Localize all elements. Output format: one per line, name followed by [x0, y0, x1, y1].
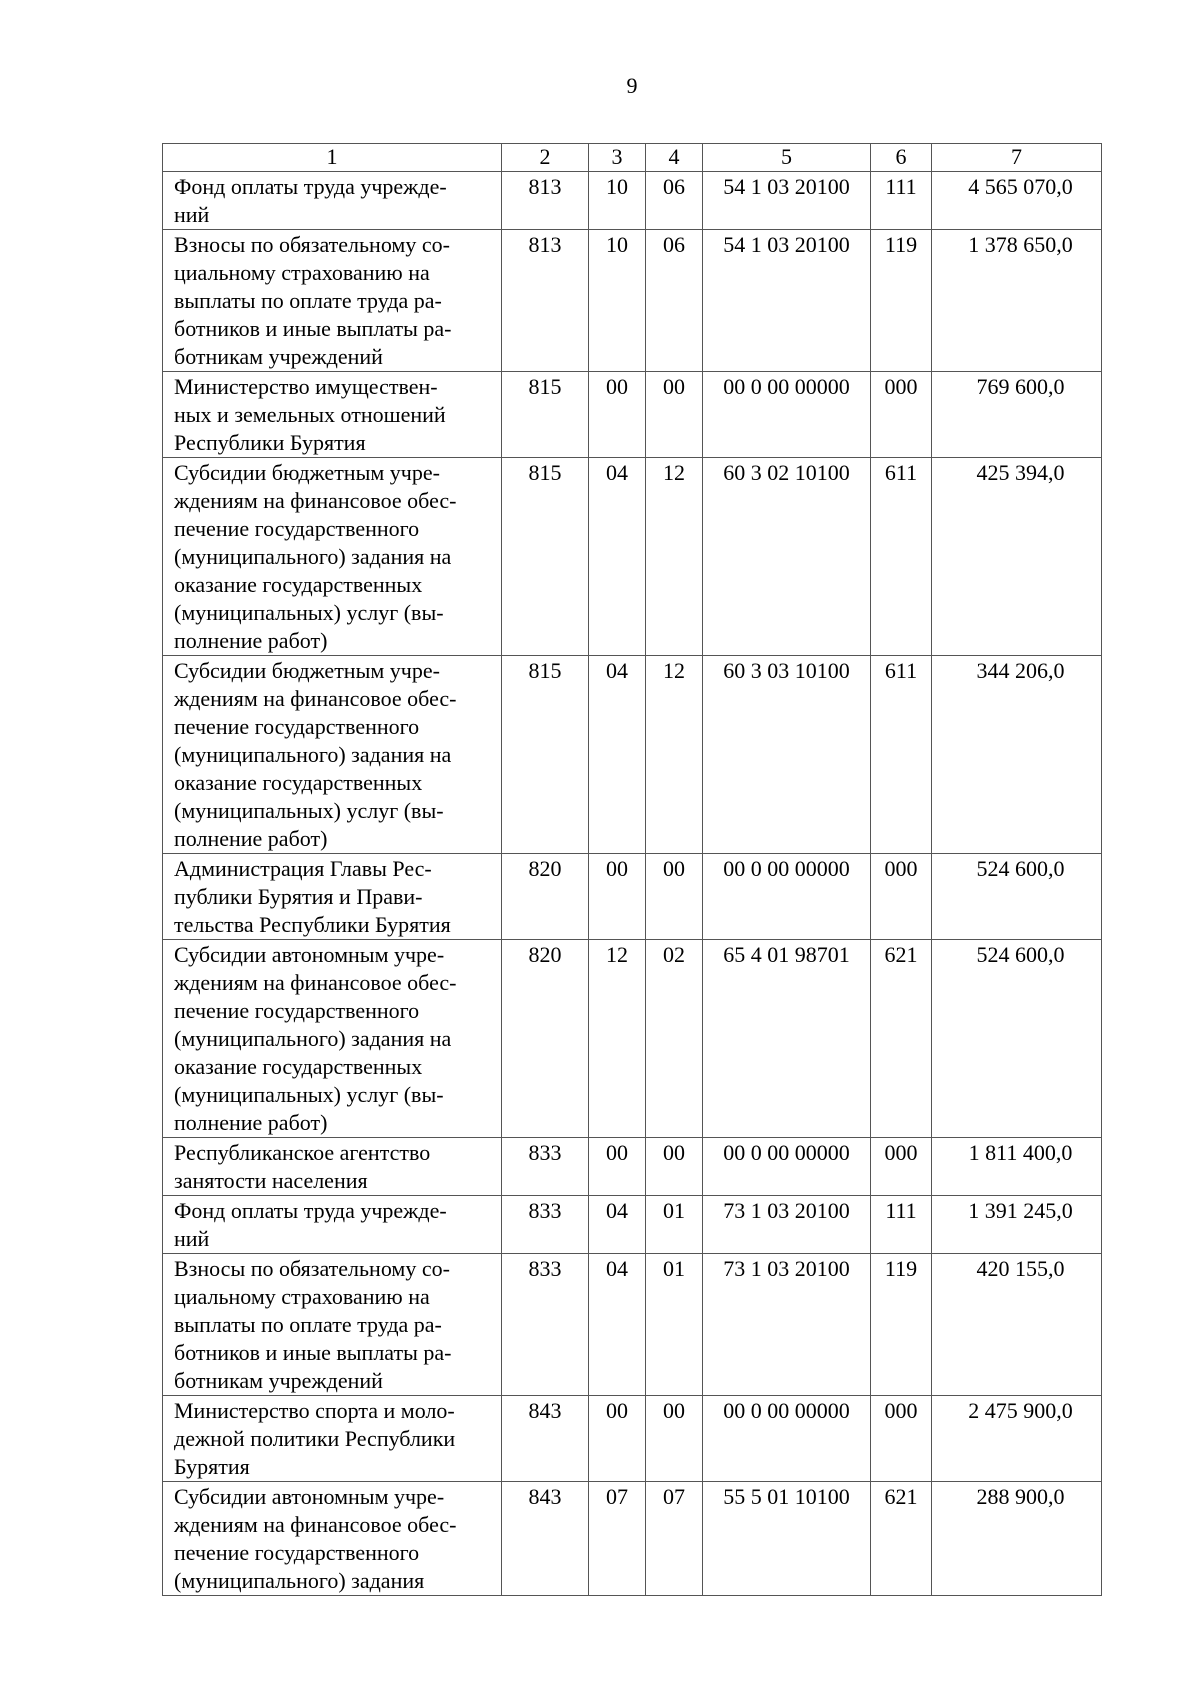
row-name-text: Администрация Главы Рес- публики Бурятия и Прави- тельства Республики Бурятия — [174, 856, 451, 937]
row-subsection-cell: 12 — [646, 656, 703, 854]
row-expense-type-cell: 000 — [871, 1138, 932, 1196]
row-name-cell — [163, 940, 502, 1138]
row-subsection-cell: 07 — [646, 1482, 703, 1596]
row-name-text: Субсидии автономным учре- ждениям на финансовое обес- печение государственного (муниципального) задания на оказание государственных (муниципальных) услуг (вы- полнение работ) — [174, 942, 457, 1135]
row-section-cell: 10 — [589, 230, 646, 372]
row-section-cell: 00 — [589, 372, 646, 458]
row-admin-code-cell: 833 — [502, 1196, 589, 1254]
row-admin-code-cell: 813 — [502, 172, 589, 230]
row-expense-type-cell: 119 — [871, 230, 932, 372]
table-row — [163, 172, 1102, 230]
row-subsection-cell: 00 — [646, 1396, 703, 1482]
row-subsection-cell: 12 — [646, 458, 703, 656]
row-subsection-cell: 02 — [646, 940, 703, 1138]
row-name-cell — [163, 1396, 502, 1482]
row-name-cell — [163, 1254, 502, 1396]
row-name-text: Субсидии автономным учре- ждениям на финансовое обес- печение государственного (муниципального) задания — [174, 1484, 457, 1593]
table-row — [163, 1138, 1102, 1196]
row-target-article-cell: 60 3 03 10100 — [703, 656, 871, 854]
row-name-cell — [163, 372, 502, 458]
row-target-article-cell: 55 5 01 10100 — [703, 1482, 871, 1596]
table-row — [163, 1196, 1102, 1254]
header-col-7: 7 — [932, 144, 1102, 172]
row-target-article-cell: 60 3 02 10100 — [703, 458, 871, 656]
row-expense-type-cell: 111 — [871, 1196, 932, 1254]
row-section-cell: 00 — [589, 1396, 646, 1482]
row-section-cell: 10 — [589, 172, 646, 230]
row-subsection-cell: 01 — [646, 1196, 703, 1254]
table-row — [163, 1482, 1102, 1596]
row-admin-code-cell: 813 — [502, 230, 589, 372]
row-expense-type-cell: 621 — [871, 940, 932, 1138]
row-name-cell — [163, 230, 502, 372]
row-expense-type-cell: 111 — [871, 172, 932, 230]
row-admin-code-cell: 815 — [502, 458, 589, 656]
row-subsection-cell: 06 — [646, 172, 703, 230]
row-target-article-cell: 00 0 00 00000 — [703, 1138, 871, 1196]
table-row — [163, 1254, 1102, 1396]
row-target-article-cell: 00 0 00 00000 — [703, 1396, 871, 1482]
row-section-cell: 04 — [589, 656, 646, 854]
row-target-article-cell: 54 1 03 20100 — [703, 172, 871, 230]
row-target-article-cell: 73 1 03 20100 — [703, 1196, 871, 1254]
row-expense-type-cell: 000 — [871, 854, 932, 940]
row-name-cell — [163, 458, 502, 656]
row-admin-code-cell: 815 — [502, 372, 589, 458]
row-subsection-cell: 01 — [646, 1254, 703, 1396]
row-target-article-cell: 54 1 03 20100 — [703, 230, 871, 372]
row-target-article-cell: 73 1 03 20100 — [703, 1254, 871, 1396]
row-subsection-cell: 06 — [646, 230, 703, 372]
table-row — [163, 230, 1102, 372]
row-section-cell: 04 — [589, 458, 646, 656]
row-name-cell — [163, 656, 502, 854]
row-amount-cell: 425 394,0 — [932, 458, 1102, 656]
row-expense-type-cell: 119 — [871, 1254, 932, 1396]
row-amount-cell: 524 600,0 — [932, 854, 1102, 940]
row-name-cell — [163, 172, 502, 230]
row-amount-cell: 524 600,0 — [932, 940, 1102, 1138]
row-amount-cell: 420 155,0 — [932, 1254, 1102, 1396]
table-row — [163, 458, 1102, 656]
row-name-text: Фонд оплаты труда учрежде- ний — [174, 174, 447, 227]
budget-table — [162, 143, 1102, 1596]
row-expense-type-cell: 000 — [871, 372, 932, 458]
row-name-text: Республиканское агентство занятости населения — [174, 1140, 431, 1193]
table-row — [163, 372, 1102, 458]
header-col-6: 6 — [871, 144, 932, 172]
header-col-5: 5 — [703, 144, 871, 172]
row-name-text: Министерство имуществен- ных и земельных отношений Республики Бурятия — [174, 374, 446, 455]
row-admin-code-cell: 815 — [502, 656, 589, 854]
row-expense-type-cell: 621 — [871, 1482, 932, 1596]
page-number: 9 — [626, 73, 638, 98]
row-expense-type-cell: 000 — [871, 1396, 932, 1482]
table-row — [163, 854, 1102, 940]
row-section-cell: 07 — [589, 1482, 646, 1596]
row-section-cell: 04 — [589, 1254, 646, 1396]
row-target-article-cell: 00 0 00 00000 — [703, 372, 871, 458]
row-amount-cell: 288 900,0 — [932, 1482, 1102, 1596]
row-admin-code-cell: 843 — [502, 1396, 589, 1482]
row-target-article-cell: 00 0 00 00000 — [703, 854, 871, 940]
row-amount-cell: 4 565 070,0 — [932, 172, 1102, 230]
row-section-cell: 12 — [589, 940, 646, 1138]
row-name-cell — [163, 1482, 502, 1596]
row-name-cell — [163, 854, 502, 940]
row-name-text: Фонд оплаты труда учрежде- ний — [174, 1198, 447, 1251]
row-admin-code-cell: 833 — [502, 1254, 589, 1396]
row-expense-type-cell: 611 — [871, 656, 932, 854]
row-name-text: Взносы по обязательному со- циальному страхованию на выплаты по оплате труда ра- ботников и иные выплаты ра- ботникам учреждений — [174, 232, 452, 369]
row-amount-cell: 1 378 650,0 — [932, 230, 1102, 372]
row-expense-type-cell: 611 — [871, 458, 932, 656]
table-header-row — [163, 144, 1102, 172]
row-subsection-cell: 00 — [646, 854, 703, 940]
row-amount-cell: 1 391 245,0 — [932, 1196, 1102, 1254]
table-row — [163, 940, 1102, 1138]
row-section-cell: 04 — [589, 1196, 646, 1254]
row-amount-cell: 2 475 900,0 — [932, 1396, 1102, 1482]
table-row — [163, 656, 1102, 854]
row-subsection-cell: 00 — [646, 1138, 703, 1196]
row-amount-cell: 1 811 400,0 — [932, 1138, 1102, 1196]
row-name-cell — [163, 1196, 502, 1254]
row-name-text: Взносы по обязательному со- циальному страхованию на выплаты по оплате труда ра- ботников и иные выплаты ра- ботникам учреждений — [174, 1256, 452, 1393]
header-col-3: 3 — [589, 144, 646, 172]
row-amount-cell: 769 600,0 — [932, 372, 1102, 458]
row-admin-code-cell: 820 — [502, 940, 589, 1138]
row-section-cell: 00 — [589, 854, 646, 940]
header-col-1: 1 — [163, 144, 502, 172]
header-col-4: 4 — [646, 144, 703, 172]
row-name-text: Министерство спорта и моло- дежной политики Республики Бурятия — [174, 1398, 456, 1479]
row-target-article-cell: 65 4 01 98701 — [703, 940, 871, 1138]
row-subsection-cell: 00 — [646, 372, 703, 458]
row-name-text: Субсидии бюджетным учре- ждениям на финансовое обес- печение государственного (муниципального) задания на оказание государственных (муниципальных) услуг (вы- полнение работ) — [174, 658, 457, 851]
row-section-cell: 00 — [589, 1138, 646, 1196]
row-amount-cell: 344 206,0 — [932, 656, 1102, 854]
row-name-text: Субсидии бюджетным учре- ждениям на финансовое обес- печение государственного (муниципального) задания на оказание государственных (муниципальных) услуг (вы- полнение работ) — [174, 460, 457, 653]
header-col-2: 2 — [502, 144, 589, 172]
table-row — [163, 1396, 1102, 1482]
row-admin-code-cell: 833 — [502, 1138, 589, 1196]
row-admin-code-cell: 820 — [502, 854, 589, 940]
row-name-cell — [163, 1138, 502, 1196]
row-admin-code-cell: 843 — [502, 1482, 589, 1596]
